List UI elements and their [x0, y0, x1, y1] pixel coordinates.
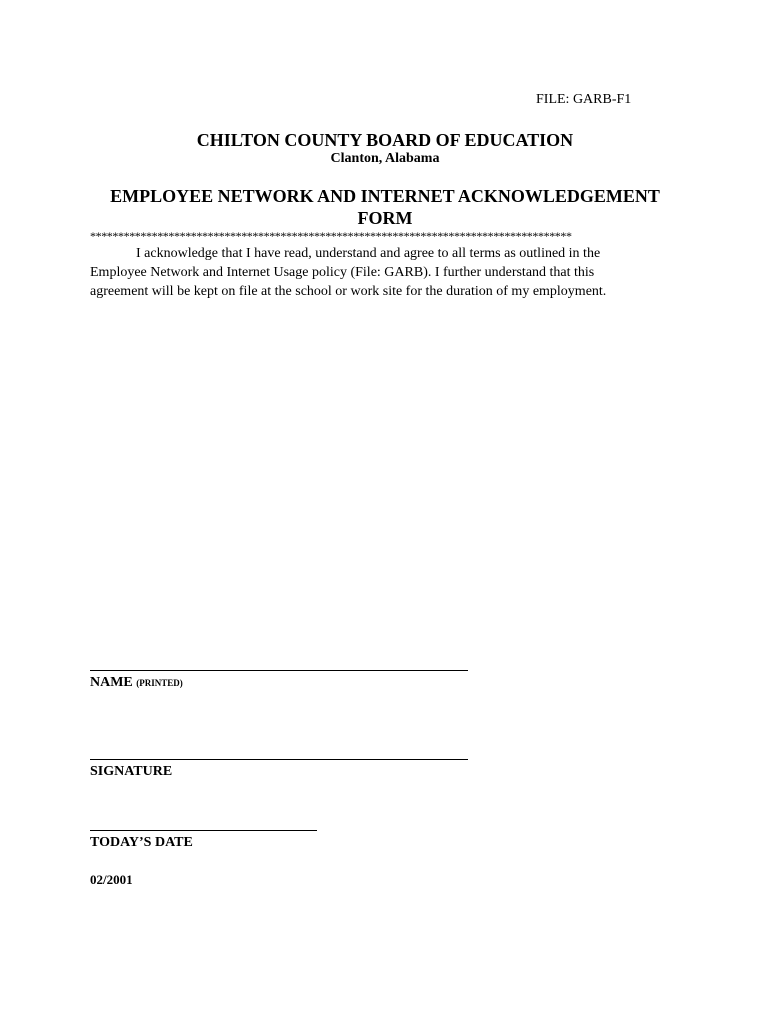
acknowledgement-paragraph: [90, 244, 680, 301]
signature-line[interactable]: [90, 759, 468, 760]
form-title-line-1: EMPLOYEE NETWORK AND INTERNET ACKNOWLEDGEMENT: [110, 186, 660, 206]
revision-date: 02/2001: [90, 872, 133, 887]
organization-name: CHILTON COUNTY BOARD OF EDUCATION: [196, 130, 574, 150]
name-signature-line[interactable]: [90, 670, 468, 671]
paragraph-line-3: agreement will be kept on file at the school or work site for the duration of my employment.: [90, 284, 607, 299]
form-title: [0, 185, 770, 229]
asterisk-separator: **************************************************************************************: [90, 229, 572, 243]
signature-label: SIGNATURE: [90, 764, 173, 779]
paragraph-line-2: Employee Network and Internet Usage policy (File: GARB). I further understand that this: [90, 265, 595, 280]
name-label: NAME: [90, 675, 133, 690]
name-qualifier: (PRINTED): [136, 678, 183, 688]
organization-location: Clanton, Alabama: [330, 151, 440, 166]
date-label: TODAY’S DATE: [90, 835, 193, 850]
file-reference: FILE: GARB-F1: [536, 92, 632, 107]
form-title-line-2: FORM: [357, 208, 413, 228]
paragraph-line-1: I acknowledge that I have read, understand and agree to all terms as outlined in the: [136, 246, 601, 261]
date-line[interactable]: [90, 830, 317, 831]
name-field-label: [90, 675, 183, 691]
